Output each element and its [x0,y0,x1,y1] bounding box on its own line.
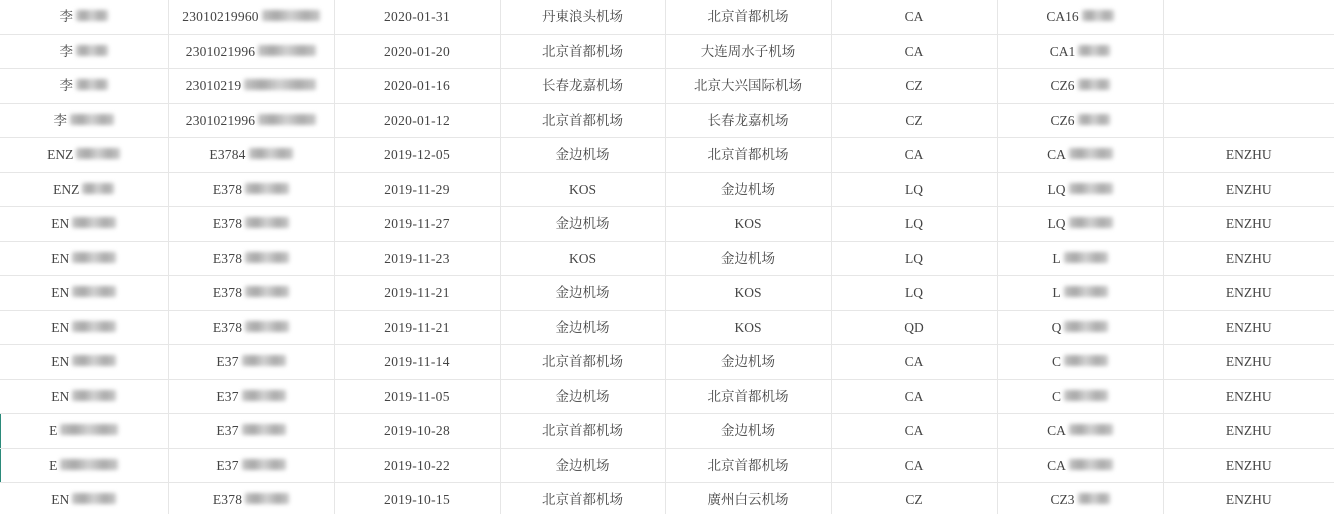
cell-to-text: 北京首都机场 [707,457,789,473]
redaction-blur [60,424,118,435]
cell-date-text: 2019-12-05 [384,147,450,163]
table-row[interactable] [0,276,1334,311]
cell-airline [831,379,997,414]
cell-date-text: 2019-11-21 [384,319,450,335]
cell-to [665,138,831,173]
redaction-blur [1078,114,1110,125]
cell-name [0,483,168,514]
cell-agent [1163,241,1334,276]
redaction-blur [1069,148,1113,159]
table-row[interactable] [0,379,1334,414]
redaction-blur [262,10,320,21]
cell-to [665,414,831,449]
cell-id-text: E378 [212,319,243,335]
cell-date-text: 2020-01-12 [384,112,450,128]
cell-airline [831,310,997,345]
cell-airline [831,0,997,34]
cell-id-text: 23010219 [185,78,242,94]
redaction-blur [1069,424,1113,435]
cell-agent-text: ENZHU [1225,216,1272,232]
cell-airline [831,172,997,207]
table-row[interactable] [0,0,1334,34]
cell-flight [997,0,1163,34]
table-row[interactable] [0,483,1334,514]
cell-agent [1163,379,1334,414]
redaction-blur [72,321,116,332]
cell-flight [997,207,1163,242]
cell-agent [1163,310,1334,345]
cell-airline-text: CZ [905,492,923,508]
redaction-blur [258,45,316,56]
redaction-blur [1069,459,1113,470]
cell-to [665,379,831,414]
cell-from [500,0,665,34]
redaction-blur [76,79,108,90]
cell-name [0,103,168,138]
cell-from-text: 北京首都机场 [542,492,623,508]
cell-date [334,103,500,138]
cell-from [500,483,665,514]
cell-date-text: 2020-01-31 [384,9,450,25]
redaction-blur [1064,321,1108,332]
cell-from-text: 金边机场 [555,388,610,404]
cell-flight [997,448,1163,483]
cell-from [500,103,665,138]
cell-name-text: EN [51,285,70,301]
cell-to-text: 大连周水子机场 [700,43,796,59]
redaction-blur [242,459,286,470]
cell-id [168,138,334,173]
cell-agent-text: ENZHU [1225,285,1272,301]
cell-id [168,448,334,483]
redaction-blur [72,286,116,297]
cell-date-text: 2020-01-20 [384,43,450,59]
cell-date-text: 2019-11-29 [384,181,450,197]
cell-agent [1163,345,1334,380]
cell-to [665,310,831,345]
table-row[interactable] [0,34,1334,69]
cell-name [0,138,168,173]
cell-name [0,276,168,311]
cell-date-text: 2019-11-23 [384,250,450,266]
cell-airline [831,69,997,104]
cell-to-text: 金边机场 [721,354,775,370]
cell-agent-text: ENZHU [1225,457,1272,473]
cell-flight [997,138,1163,173]
cell-date [334,69,500,104]
cell-flight [997,103,1163,138]
cell-date [334,448,500,483]
cell-from [500,241,665,276]
cell-airline-text: LQ [905,216,923,232]
cell-name-text: EN [51,354,70,370]
cell-date [334,34,500,69]
cell-agent-text: ENZHU [1225,492,1272,508]
cell-flight-text: CA [1047,147,1066,163]
cell-date [334,207,500,242]
cell-from [500,345,665,380]
cell-from-text: 北京首都机场 [542,112,623,128]
cell-flight [997,34,1163,69]
cell-airline-text: CZ [905,78,923,94]
redaction-blur [1078,493,1110,504]
cell-to-text: 北京首都机场 [707,388,789,404]
cell-airline [831,448,997,483]
cell-airline [831,414,997,449]
redaction-blur [76,148,120,159]
cell-name-text: ENZ [53,181,80,197]
cell-airline [831,276,997,311]
cell-date [334,310,500,345]
cell-to-text: KOS [734,216,762,232]
redaction-blur [72,252,116,263]
cell-agent-text: ENZHU [1225,423,1272,439]
cell-flight-text: CA16 [1046,9,1079,25]
cell-date [334,276,500,311]
redaction-blur [1069,183,1113,194]
cell-flight-text: CA [1047,423,1066,439]
cell-id-text: E37 [216,388,239,404]
cell-airline-text: LQ [905,250,923,266]
cell-id [168,414,334,449]
cell-flight [997,414,1163,449]
cell-name [0,241,168,276]
cell-flight-text: CZ6 [1050,112,1075,128]
cell-id-text: E37 [216,423,239,439]
cell-airline-text: CA [904,423,924,439]
cell-date-text: 2019-11-27 [384,216,450,232]
redaction-blur [258,114,316,125]
cell-airline-text: CA [904,388,924,404]
table-row[interactable] [0,310,1334,345]
cell-date [334,0,500,34]
cell-flight-text: CZ6 [1050,78,1075,94]
cell-agent [1163,34,1334,69]
cell-airline [831,241,997,276]
cell-name-text: 李 [59,78,73,94]
cell-from-text: 北京首都机场 [542,43,623,59]
cell-agent [1163,207,1334,242]
cell-to [665,172,831,207]
cell-agent [1163,448,1334,483]
redaction-blur [249,148,293,159]
cell-flight-text: CA [1047,457,1066,473]
cell-name-text: 李 [59,9,73,25]
cell-agent-text: ENZHU [1225,147,1272,163]
table-row[interactable] [0,207,1334,242]
cell-date [334,138,500,173]
cell-id-text: 23010219960 [182,9,259,25]
cell-date-text: 2020-01-16 [384,78,450,94]
cell-from-text: 金边机场 [555,285,610,301]
redaction-blur [245,286,289,297]
cell-agent [1163,69,1334,104]
redaction-blur [70,114,114,125]
cell-date [334,345,500,380]
redaction-blur [1082,10,1114,21]
cell-date-text: 2019-10-22 [384,457,450,473]
cell-flight-text: L [1052,285,1061,301]
table-row[interactable] [0,172,1334,207]
redaction-blur [1064,286,1108,297]
cell-to [665,0,831,34]
table-row[interactable] [0,103,1334,138]
cell-to-text: KOS [734,285,762,301]
cell-from [500,448,665,483]
redaction-blur [60,459,118,470]
cell-to [665,34,831,69]
cell-airline-text: QD [904,319,924,335]
cell-to-text: 长春龙嘉机场 [707,112,789,128]
cell-name-text: ENZ [47,147,74,163]
cell-from [500,379,665,414]
cell-date-text: 2019-10-28 [384,423,450,439]
cell-agent [1163,0,1334,34]
cell-airline [831,345,997,380]
cell-from-text: 北京首都机场 [542,423,623,439]
cell-id [168,379,334,414]
table-row[interactable] [0,448,1334,483]
cell-id [168,0,334,34]
redaction-blur [245,321,289,332]
cell-from [500,172,665,207]
cell-name-text: E [49,423,58,439]
cell-name-text: EN [51,388,70,404]
redaction-blur [245,252,289,263]
cell-flight-text: L [1052,250,1061,266]
cell-date-text: 2019-11-14 [384,354,450,370]
cell-name-text: EN [51,216,70,232]
cell-agent-text: ENZHU [1225,354,1272,370]
cell-date [334,483,500,514]
cell-id-text: E378 [212,181,243,197]
redaction-blur [245,183,289,194]
cell-to-text: 廣州白云机场 [707,492,789,508]
cell-name-text: 李 [59,43,73,59]
cell-agent-text: ENZHU [1225,319,1272,335]
cell-date [334,172,500,207]
cell-name [0,310,168,345]
cell-id [168,207,334,242]
cell-airline-text: LQ [905,181,923,197]
cell-agent-text: ENZHU [1225,250,1272,266]
cell-name [0,207,168,242]
redaction-blur [244,79,316,90]
cell-id-text: 2301021996 [185,112,256,128]
cell-flight-text: C [1051,388,1061,404]
cell-id-text: 2301021996 [185,43,256,59]
cell-to-text: 金边机场 [721,181,775,197]
cell-airline-text: CZ [905,112,923,128]
redaction-blur [242,390,286,401]
redaction-blur [242,355,286,366]
table-row[interactable] [0,138,1334,173]
cell-name [0,448,168,483]
redaction-blur [242,424,286,435]
cell-id-text: E378 [212,216,243,232]
cell-flight-text: CZ3 [1050,492,1075,508]
cell-name [0,172,168,207]
cell-airline-text: LQ [905,285,923,301]
cell-airline-text: CA [904,147,924,163]
cell-to [665,103,831,138]
cell-airline [831,34,997,69]
cell-date-text: 2019-11-21 [384,285,450,301]
cell-date [334,241,500,276]
redaction-blur [76,45,108,56]
cell-agent [1163,414,1334,449]
cell-from [500,276,665,311]
cell-name-text: E [49,457,58,473]
cell-to [665,241,831,276]
cell-flight-text: LQ [1047,216,1066,232]
redaction-blur [72,217,116,228]
cell-id-text: E378 [212,285,243,301]
cell-date-text: 2019-11-05 [384,388,450,404]
cell-from [500,34,665,69]
cell-from-text: KOS [568,181,596,197]
cell-name-text: EN [51,492,70,508]
cell-flight [997,345,1163,380]
cell-id [168,483,334,514]
cell-to [665,207,831,242]
cell-to-text: KOS [734,319,762,335]
redaction-blur [1078,45,1110,56]
redaction-blur [245,493,289,504]
cell-from-text: 丹東浪头机场 [542,9,623,25]
cell-from-text: 金边机场 [555,457,610,473]
redaction-blur [82,183,114,194]
cell-to-text: 北京首都机场 [707,147,789,163]
cell-to-text: 金边机场 [721,250,775,266]
cell-id [168,69,334,104]
cell-from-text: 北京首都机场 [542,354,623,370]
cell-flight-text: Q [1051,319,1062,335]
table-row[interactable] [0,345,1334,380]
cell-agent [1163,483,1334,514]
cell-airline [831,483,997,514]
cell-date [334,379,500,414]
cell-airline [831,138,997,173]
cell-airline [831,207,997,242]
cell-to [665,276,831,311]
cell-id [168,241,334,276]
cell-flight [997,69,1163,104]
cell-flight [997,483,1163,514]
redaction-blur [76,10,108,21]
cell-airline-text: CA [904,43,924,59]
redaction-blur [1064,355,1108,366]
cell-name [0,379,168,414]
cell-agent [1163,103,1334,138]
cell-flight [997,172,1163,207]
cell-airline [831,103,997,138]
cell-airline-text: CA [904,9,924,25]
redaction-blur [245,217,289,228]
cell-from [500,138,665,173]
redaction-blur [1069,217,1113,228]
cell-flight [997,310,1163,345]
cell-from-text: 金边机场 [555,147,610,163]
table-row[interactable] [0,69,1334,104]
cell-id [168,103,334,138]
cell-id-text: E37 [216,354,239,370]
cell-to [665,345,831,380]
cell-name [0,345,168,380]
cell-from-text: 金边机场 [555,319,610,335]
cell-name [0,34,168,69]
cell-from [500,207,665,242]
cell-agent [1163,172,1334,207]
redaction-blur [1078,79,1110,90]
cell-id-text: E378 [212,250,243,266]
cell-from [500,69,665,104]
cell-id-text: E37 [216,457,239,473]
cell-from [500,414,665,449]
cell-to [665,483,831,514]
redaction-blur [1064,390,1108,401]
cell-to-text: 北京大兴国际机场 [694,78,802,94]
cell-date [334,414,500,449]
cell-from-text: 金边机场 [555,216,610,232]
cell-from [500,310,665,345]
cell-id [168,276,334,311]
cell-id [168,172,334,207]
cell-airline-text: CA [904,457,924,473]
cell-flight [997,276,1163,311]
cell-airline-text: CA [904,354,924,370]
cell-flight-text: C [1051,354,1061,370]
cell-agent-text: ENZHU [1225,181,1272,197]
cell-id [168,345,334,380]
cell-date-text: 2019-10-15 [384,492,450,508]
cell-agent-text: ENZHU [1225,388,1272,404]
cell-name-text: EN [51,319,70,335]
cell-id [168,310,334,345]
cell-name [0,0,168,34]
cell-to-text: 金边机场 [721,423,775,439]
cell-id [168,34,334,69]
cell-to [665,448,831,483]
cell-to [665,69,831,104]
cell-id-text: E3784 [209,147,246,163]
cell-name-text: 李 [53,112,67,128]
cell-agent [1163,276,1334,311]
cell-from-text: 长春龙嘉机场 [542,78,623,94]
cell-to-text: 北京首都机场 [707,9,789,25]
cell-flight [997,241,1163,276]
cell-flight-text: LQ [1047,181,1066,197]
redaction-blur [1064,252,1108,263]
redaction-blur [72,493,116,504]
cell-from-text: KOS [568,250,596,266]
cell-flight-text: CA1 [1049,43,1076,59]
redaction-blur [72,390,116,401]
cell-agent [1163,138,1334,173]
redaction-blur [72,355,116,366]
cell-name [0,69,168,104]
cell-name-text: EN [51,250,70,266]
cell-flight [997,379,1163,414]
cell-name [0,414,168,449]
table-row[interactable] [0,414,1334,449]
table-row[interactable] [0,241,1334,276]
cell-id-text: E378 [212,492,243,508]
